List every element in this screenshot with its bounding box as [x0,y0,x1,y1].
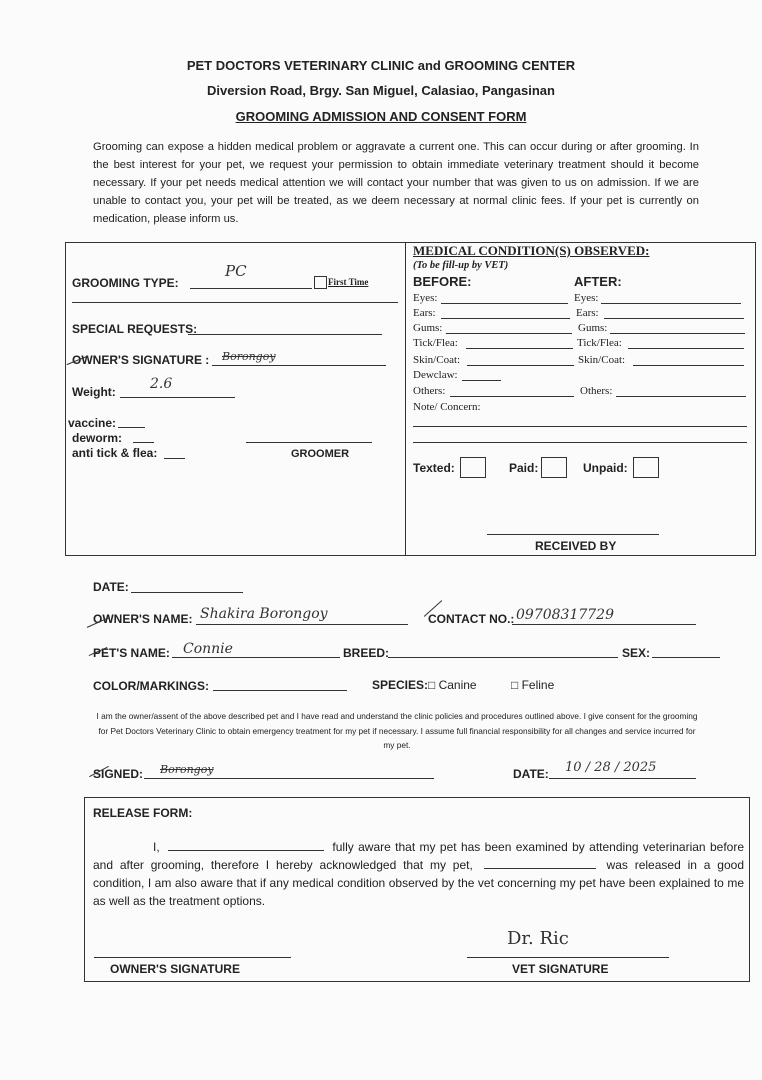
signed-value: Borongoy [160,763,214,776]
grooming-extra-line [72,302,398,303]
after-others-label: Others: [580,385,613,397]
vet-signature-value: Dr. Ric [507,928,569,949]
first-time-label: First Time [328,276,369,287]
unpaid-label: Unpaid: [583,461,628,475]
before-others-field[interactable] [450,396,574,397]
release-paragraph [93,838,744,910]
note-label: Note/ Concern: [413,401,481,413]
owner-signature-value: Borongoy [222,350,276,363]
signed-date-label: DATE: [513,767,549,781]
note-line-2[interactable] [413,442,747,443]
contact-field[interactable] [512,624,696,625]
texted-label: Texted: [413,461,455,475]
anti-tick-field[interactable] [164,458,185,459]
before-ears-field[interactable] [441,318,570,319]
release-owner-name-field[interactable] [168,840,324,851]
box-divider [405,242,406,556]
received-by-field[interactable] [487,534,659,535]
release-pet-name-field[interactable] [484,858,596,869]
before-dewclaw-label: Dewclaw: [413,369,458,381]
after-skin-field[interactable] [633,365,744,366]
special-requests-field[interactable] [188,334,382,335]
first-time-checkbox[interactable] [314,276,327,289]
before-label: BEFORE: [413,274,472,289]
vaccine-field[interactable] [118,427,145,428]
release-vet-signature-field[interactable] [467,957,669,958]
pet-name-field[interactable] [172,657,340,658]
texted-checkbox[interactable] [460,457,486,478]
vaccine-label: vaccine: [68,416,117,430]
after-gums-field[interactable] [610,333,745,334]
release-owner-signature-label: OWNER'S SIGNATURE [110,962,240,976]
grooming-type-field[interactable] [190,288,312,289]
weight-field[interactable] [120,397,235,398]
after-eyes-label: Eyes: [574,292,599,304]
release-text-2: fully aware that my pet has been examined by attending veterinarian before and after grooming, therefore I hereby acknowledged that my pet, [93,840,744,872]
before-tick-label: Tick/Flea: [413,337,458,349]
intro-paragraph: Grooming can expose a hidden medical problem or aggravate a current one. This can occur during or after grooming. In the best interest for your pet, we request your permission to obtain immediate veterinary treatment should it become necessary. If your pet needs medical attention we will contact your number that was given to us on admission. If we are unable to contact you, your pet will be treated, as we deem necessary at normal clinic fees. If your pet is currently on medication, please inform us. [93,141,699,225]
grooming-type-label: GROOMING TYPE: [72,276,179,290]
clinic-address: Diversion Road, Brgy. San Miguel, Calasiao, Pangasinan [207,83,555,98]
species-canine-option[interactable]: □ Canine [428,678,477,692]
after-ears-label: Ears: [576,307,599,319]
before-others-label: Others: [413,385,446,397]
contact-value: 09708317729 [516,607,614,623]
paid-label: Paid: [509,461,539,475]
after-ears-field[interactable] [604,318,744,319]
release-title: RELEASE FORM: [93,806,193,820]
before-eyes-field[interactable] [441,303,568,304]
received-by-label: RECEIVED BY [535,539,617,553]
first-time-option[interactable] [314,276,368,289]
species-feline-option[interactable]: □ Feline [511,678,555,692]
signed-date-value: 10 / 28 / 2025 [565,760,657,775]
release-owner-signature-field[interactable] [94,957,291,958]
breed-field[interactable] [388,657,618,658]
before-tick-field[interactable] [466,348,573,349]
signed-date-field[interactable] [549,778,696,779]
owner-name-field[interactable] [196,624,408,625]
grooming-type-value: PC [225,262,247,280]
after-gums-label: Gums: [578,322,608,334]
owner-signature-label: OWNER'S SIGNATURE : [72,353,210,367]
after-skin-label: Skin/Coat: [578,354,626,366]
form-title: GROOMING ADMISSION AND CONSENT FORM [235,109,527,124]
consent-statement: I am the owner/assent of the above described pet and I have read and understand the clinic policies and procedures outlined above. I give consent for the grooming for Pet Doctors Veterinary Clinic to obtain emergency treatment for my pet if necessary. I assume full financial responsibility for all changes and service incurred for my pet. [96,711,698,750]
before-skin-label: Skin/Coat: [413,354,461,366]
pet-name-value: Connie [183,641,233,657]
after-tick-label: Tick/Flea: [577,337,622,349]
note-line-1[interactable] [413,426,747,427]
special-requests-label: SPECIAL REQUESTS: [72,322,198,336]
release-text-1: I, [153,840,160,854]
after-label: AFTER: [574,274,622,289]
unpaid-checkbox[interactable] [633,457,659,478]
clinic-name: PET DOCTORS VETERINARY CLINIC and GROOMING CENTER [186,58,576,73]
before-skin-field[interactable] [467,365,574,366]
release-text-3: was released in a good condition, I am also aware that if any medical condition observed by the vet concerning my pet have been explained to me as well as the treatment options. [93,858,744,908]
paid-checkbox[interactable] [541,457,567,478]
before-dewclaw-field[interactable] [462,380,501,381]
anti-tick-label: anti tick & flea: [72,446,158,460]
groomer-signature-field[interactable] [246,442,372,443]
color-field[interactable] [213,690,347,691]
owner-name-value: Shakira Borongoy [200,606,328,622]
signed-field[interactable] [144,778,434,779]
after-others-field[interactable] [616,396,746,397]
release-vet-signature-label: VET SIGNATURE [512,962,609,976]
medical-subtitle: (To be fill-up by VET) [413,260,509,271]
before-eyes-label: Eyes: [413,292,438,304]
signed-label: SIGNED: [93,767,144,781]
breed-label: BREED: [343,646,390,660]
weight-value: 2.6 [150,376,173,392]
pet-name-label: PET'S NAME: [93,646,170,660]
color-label: COLOR/MARKINGS: [93,679,209,693]
weight-label: Weight: [72,385,116,399]
contact-label: CONTACT NO.: [428,612,515,626]
sex-field[interactable] [652,657,720,658]
date-label: DATE: [93,580,129,594]
before-gums-field[interactable] [446,333,572,334]
before-ears-label: Ears: [413,307,436,319]
after-tick-field[interactable] [628,348,744,349]
owner-signature-field[interactable] [212,365,386,366]
deworm-label: deworm: [72,431,123,445]
medical-title: MEDICAL CONDITION(S) OBSERVED: [413,243,650,258]
deworm-field[interactable] [133,442,154,443]
owner-name-label: OWNER'S NAME: [93,612,193,626]
sex-label: SEX: [622,646,651,660]
groomer-label: GROOMER [291,448,350,460]
after-eyes-field[interactable] [601,303,741,304]
species-label: SPECIES: [372,678,429,692]
date-field[interactable] [131,592,243,593]
before-gums-label: Gums: [413,322,443,334]
